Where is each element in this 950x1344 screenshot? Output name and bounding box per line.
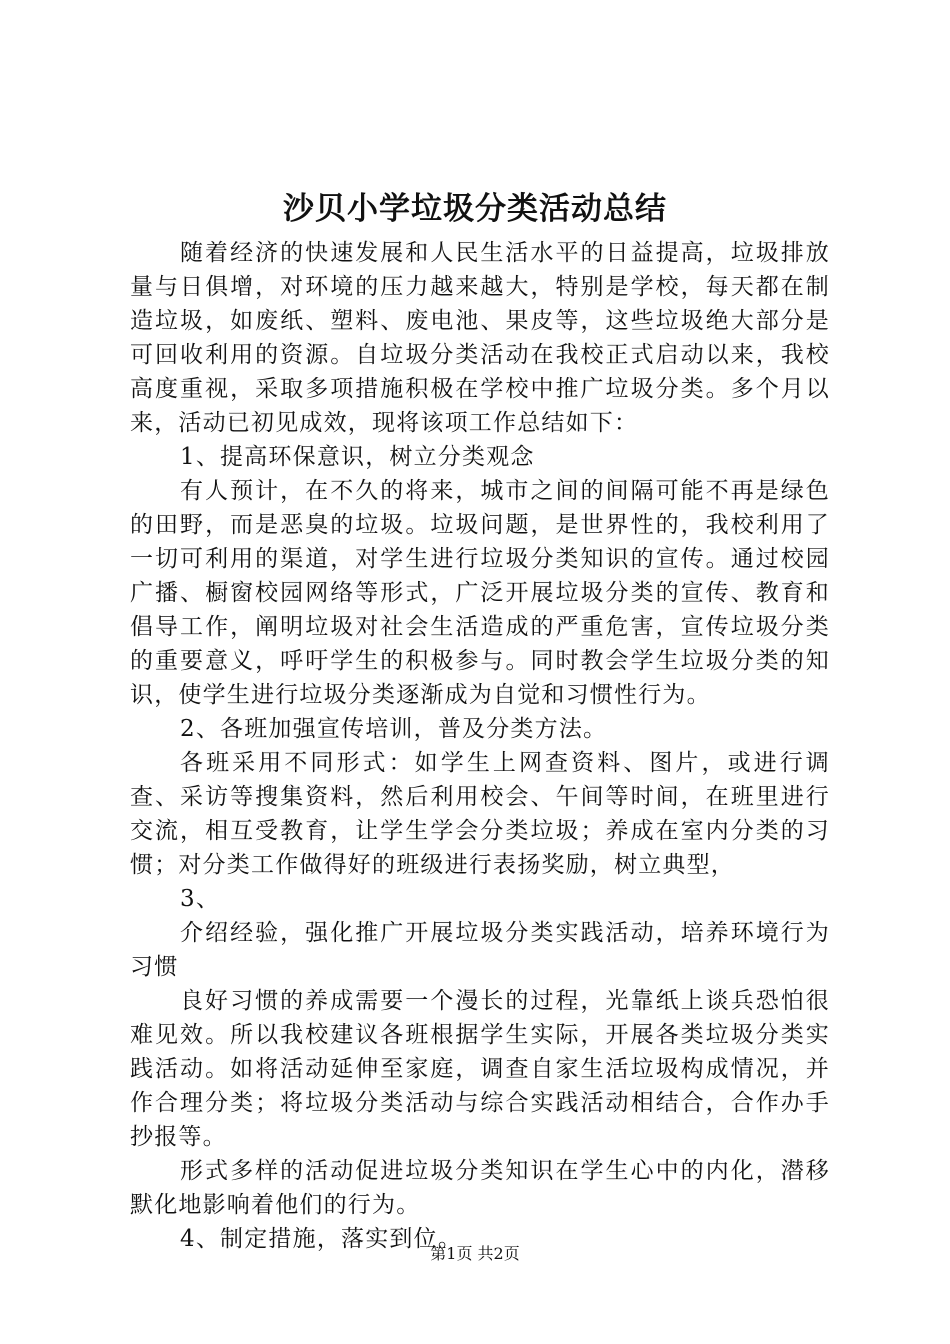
heading-section-3: 介绍经验，强化推广开展垃圾分类实践活动，培养环境行为习惯 <box>130 920 830 980</box>
paragraph-section-2: 各班采用不同形式：如学生上网查资料、图片，或进行调查、采访等搜集资料，然后利用校会、午间等时间，在班里进行交流，相互受教育，让学生学会分类垃圾；养成在室内分类的习惯；对分类工作做得好的班级进行表扬奖励，树立典型， <box>130 750 830 878</box>
document-body <box>130 236 830 1256</box>
page-footer: 第1页 共2页 <box>430 1244 520 1263</box>
heading-section-3-number: 3、 <box>180 886 221 912</box>
heading-section-2: 2、各班加强宣传培训，普及分类方法。 <box>180 716 608 742</box>
paragraph-section-1: 有人预计，在不久的将来，城市之间的间隔可能不再是绿色的田野，而是恶臭的垃圾。垃圾问题，是世界性的，我校利用了一切可利用的渠道，对学生进行垃圾分类知识的宣传。通过校园广播、橱窗校园网络等形式，广泛开展垃圾分类的宣传、教育和倡导工作，阐明垃圾对社会生活造成的严重危害，宣传垃圾分类的重要意义，呼吁学生的积极参与。同时教会学生垃圾分类的知识，使学生进行垃圾分类逐渐成为自觉和习惯性行为。 <box>130 478 830 708</box>
paragraph-intro: 随着经济的快速发展和人民生活水平的日益提高，垃圾排放量与日俱增，对环境的压力越来越大，特别是学校，每天都在制造垃圾，如废纸、塑料、废电池、果皮等，这些垃圾绝大部分是可回收利用的资源。自垃圾分类活动在我校正式启动以来，我校高度重视，采取多项措施积极在学校中推广垃圾分类。多个月以来，活动已初见成效，现将该项工作总结如下： <box>130 240 830 436</box>
heading-section-1: 1、提高环保意识，树立分类观念 <box>180 444 535 470</box>
paragraph-section-3: 良好习惯的养成需要一个漫长的过程，光靠纸上谈兵恐怕很难见效。所以我校建议各班根据学生实际，开展各类垃圾分类实践活动。如将活动延伸至家庭，调查自家生活垃圾构成情况，并作合理分类；将垃圾分类活动与综合实践活动相结合，合作办手抄报等。 <box>130 988 830 1150</box>
paragraph-section-3-conclusion: 形式多样的活动促进垃圾分类知识在学生心中的内化，潜移默化地影响着他们的行为。 <box>130 1158 830 1218</box>
heading-section-4: 4、制定措施，落实到位。 <box>180 1226 463 1252</box>
document-title: 沙贝小学垃圾分类活动总结 <box>283 191 667 227</box>
